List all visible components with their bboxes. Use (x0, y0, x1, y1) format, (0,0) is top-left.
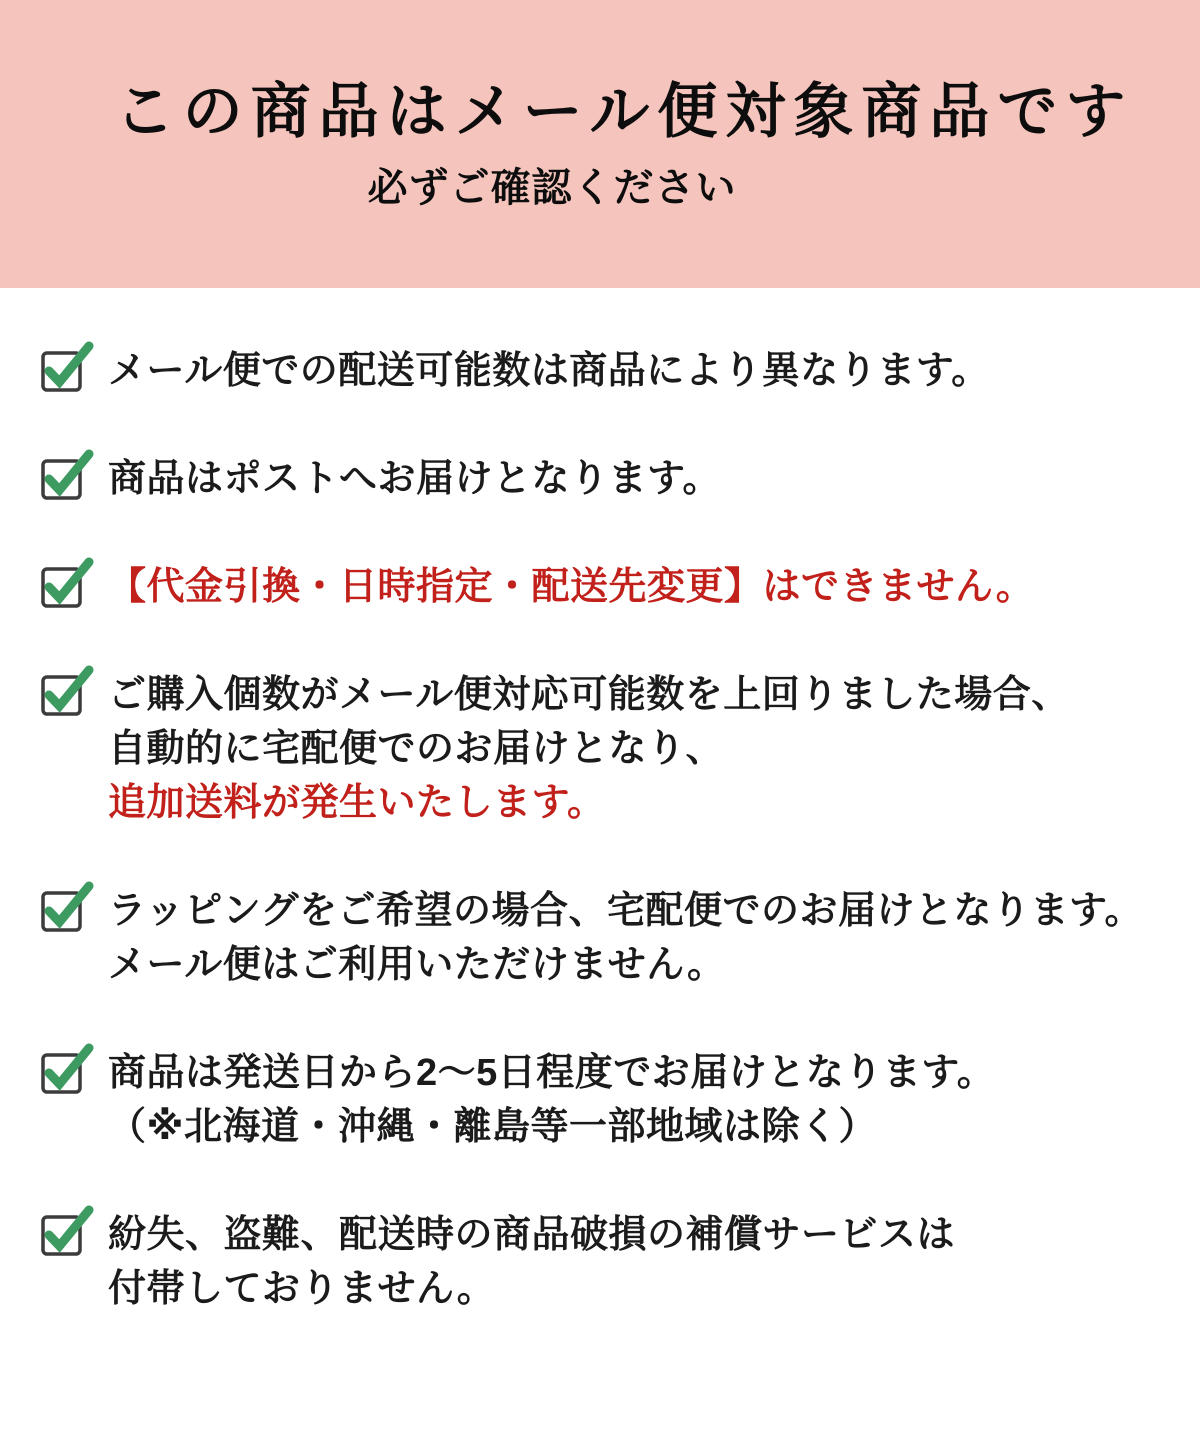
checked-checkbox-icon (40, 665, 94, 717)
notice-line: 【代金引換・日時指定・配送先変更】はできません。 (108, 566, 1035, 608)
notice-line: メール便での配送可能数は商品により異なります。 (108, 350, 990, 392)
notice-line: ご購入個数がメール便対応可能数を上回りました場合、 (108, 674, 1070, 716)
notice-text (108, 1208, 955, 1316)
notice-text (108, 668, 1070, 830)
notice-line: （※北海道・沖縄・離島等一部地域は除く） (108, 1106, 877, 1148)
notice-item-post-delivery (40, 452, 1170, 506)
notice-item-wrapping (40, 884, 1170, 992)
notice-item-delivery-count (40, 344, 1170, 398)
header-banner (0, 0, 1200, 288)
notice-line: 追加送料が発生いたします。 (108, 782, 606, 824)
notice-item-over-quantity (40, 668, 1170, 830)
checked-checkbox-icon (40, 1043, 94, 1095)
notice-line: ラッピングをご希望の場合、宅配便でのお届けとなります。 (108, 890, 1143, 932)
notice-line: メール便はご利用いただけません。 (108, 944, 726, 986)
notice-line: 商品は発送日から2～5日程度でお届けとなります。 (108, 1052, 996, 1094)
checked-checkbox-icon (40, 449, 94, 501)
notice-item-restrictions (40, 560, 1170, 614)
notice-line: 付帯しておりません。 (108, 1268, 496, 1310)
banner-subtitle: 必ずご確認ください (367, 166, 737, 210)
notice-line: 商品はポストへお届けとなります。 (108, 458, 721, 500)
notice-item-delivery-days (40, 1046, 1170, 1154)
checked-checkbox-icon (40, 1205, 94, 1257)
notice-text (108, 560, 1034, 614)
notice-text (108, 344, 990, 398)
notice-item-no-compensation (40, 1208, 1170, 1316)
notice-text (108, 884, 1143, 992)
checked-checkbox-icon (40, 557, 94, 609)
notice-line: 紛失、盗難、配送時の商品破損の補償サービスは (108, 1214, 956, 1256)
checked-checkbox-icon (40, 341, 94, 393)
notice-list (0, 288, 1200, 1316)
checked-checkbox-icon (40, 881, 94, 933)
notice-text (108, 452, 721, 506)
notice-text (108, 1046, 995, 1154)
notice-line: 自動的に宅配便でのお届けとなり、 (108, 728, 725, 770)
banner-title: この商品はメール便対象商品です (114, 78, 1134, 145)
